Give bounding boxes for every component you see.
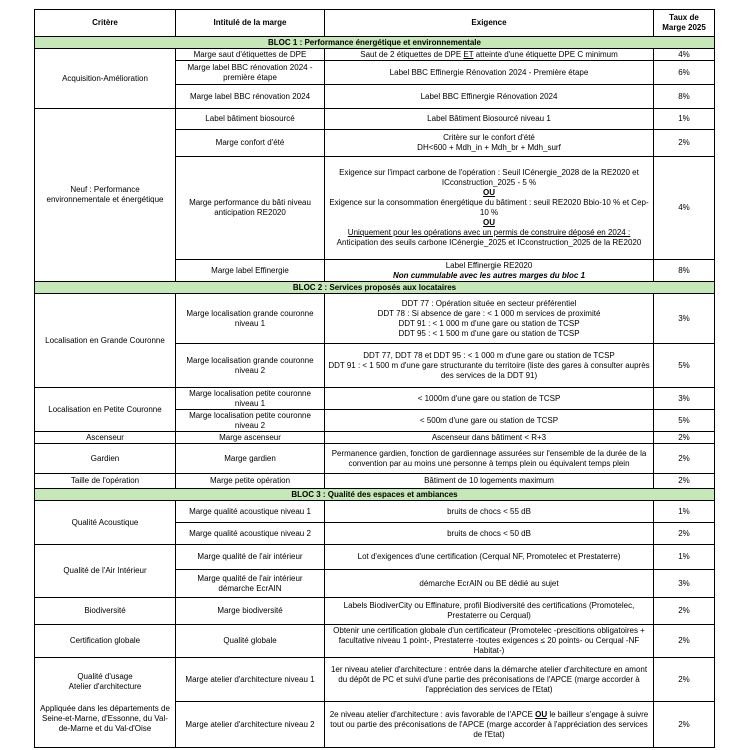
critere-cell (35, 658, 176, 748)
table-row (35, 501, 715, 523)
critere-cell: Gardien (35, 444, 176, 474)
exigence-line: Critère sur le confort d'été (443, 133, 535, 142)
critere-cell: Qualité Acoustique (35, 501, 176, 545)
taux-cell: 8% (654, 260, 715, 282)
bloc-row (35, 282, 715, 294)
exigence-line: Exigence sur la consommation énergétique du bâtiment : seuil RE2020 Bbio-10 % et Cep-10 % (329, 198, 649, 217)
intitule-cell: Marge biodiversité (176, 598, 325, 625)
intitule-cell: Marge localisation petite couronne niveau 2 (176, 410, 325, 432)
table-row (35, 388, 715, 410)
exigence-et: ET (463, 49, 474, 59)
table-row (35, 432, 715, 444)
bloc-2-title: BLOC 2 : Services proposés aux locataires (35, 282, 715, 294)
exigence-line: DDT 95 : < 1 500 m d'une gare ou station de TCSP (398, 328, 580, 338)
taux-cell: 5% (654, 344, 715, 388)
exigence-line: DDT 78 : Si absence de gare : < 1 000 m services de proximité (377, 308, 601, 318)
taux-cell: 2% (654, 702, 715, 748)
margin-table-sheet (34, 9, 715, 748)
table-row (35, 474, 715, 489)
exigence-line: DDT 91 : < 1 000 m d'une gare ou station de TCSP (398, 318, 580, 328)
taux-cell: 2% (654, 130, 715, 157)
intitule-cell: Marge qualité de l'air intérieur (176, 545, 325, 570)
intitule-cell: Marge label BBC rénovation 2024 - première étape (176, 61, 325, 85)
exigence-text: Saut de 2 étiquettes de DPE (360, 49, 464, 59)
exigence-cell (325, 130, 654, 157)
critere-line: Atelier d'architecture (68, 681, 142, 691)
exigence-text: le bailleur s'engage à suivre tout ou partie des préconisations de l'APCE (marge accorder à l'appréciation des services de l'Etat) (330, 709, 649, 739)
intitule-cell: Marge atelier d'architecture niveau 2 (176, 702, 325, 748)
taux-cell: 4% (654, 157, 715, 260)
exigence-cell (325, 344, 654, 388)
intitule-cell: Marge gardien (176, 444, 325, 474)
taux-cell: 2% (654, 658, 715, 702)
ou-separator: OU (483, 188, 495, 197)
intitule-cell: Marge label BBC rénovation 2024 (176, 85, 325, 109)
critere-cell: Qualité de l'Air Intérieur (35, 545, 176, 598)
intitule-cell: Marge ascenseur (176, 432, 325, 444)
header-intitule: Intitulé de la marge (176, 10, 325, 37)
exigence-cell: Lot d'exigences d'une certification (Cerqual NF, Promotelec et Prestaterre) (325, 545, 654, 570)
table-row (35, 545, 715, 570)
taux-cell: 2% (654, 432, 715, 444)
exigence-cell: Bâtiment de 10 logements maximum (325, 474, 654, 489)
exigence-cell: < 1000m d'une gare ou station de TCSP (325, 388, 654, 410)
intitule-cell: Marge qualité de l'air intérieur démarche EcrAIN (176, 570, 325, 598)
intitule-cell: Qualité globale (176, 625, 325, 658)
header-row (35, 10, 715, 37)
critere-cell: Ascenseur (35, 432, 176, 444)
bloc-row (35, 489, 715, 501)
exigence-cell: démarche EcrAIN ou BE dédié au sujet (325, 570, 654, 598)
intitule-cell: Marge qualité acoustique niveau 1 (176, 501, 325, 523)
ou-separator: OU (535, 709, 548, 719)
exigence-cell: Labels BiodiverCity ou Effinature, profil Biodiversité des certifications (Promotelec, Prestaterre ou Cerqual) (325, 598, 654, 625)
intitule-cell: Marge saut d'étiquettes de DPE (176, 49, 325, 61)
taux-cell: 3% (654, 388, 715, 410)
critere-cell: Neuf : Performance environnementale et énergétique (35, 109, 176, 282)
table-row (35, 444, 715, 474)
taux-cell: 2% (654, 598, 715, 625)
intitule-cell: Marge performance du bâti niveau anticipation RE2020 (176, 157, 325, 260)
intitule-cell: Marge localisation grande couronne niveau 2 (176, 344, 325, 388)
intitule-cell: Marge qualité acoustique niveau 2 (176, 523, 325, 545)
taux-cell: 1% (654, 501, 715, 523)
exigence-cell (325, 702, 654, 748)
bloc-3-title: BLOC 3 : Qualité des espaces et ambiances (35, 489, 715, 501)
exigence-line: DDT 77, DDT 78 et DDT 95 : < 1 000 m d'une gare ou station de TCSP (363, 350, 615, 360)
critere-line: Qualité d'usage (77, 671, 133, 681)
exigence-line: DDT 91 : < 1 500 m d'une gare structurante du territoire (liste des gares à consulter auprès des services de la DDT 91) (328, 360, 650, 380)
exigence-cell: bruits de chocs < 50 dB (325, 523, 654, 545)
taux-cell: 1% (654, 109, 715, 130)
critere-cell: Biodiversité (35, 598, 176, 625)
intitule-cell: Marge petite opération (176, 474, 325, 489)
taux-cell: 6% (654, 61, 715, 85)
exigence-line: DDT 77 : Opération située en secteur préférentiel (401, 298, 577, 308)
intitule-cell: Marge confort d'été (176, 130, 325, 157)
exigence-line: Label Effinergie RE2020 (445, 260, 533, 270)
table-row (35, 109, 715, 130)
exigence-note: Non cummulable avec les autres marges du bloc 1 (392, 270, 586, 280)
table-row (35, 294, 715, 344)
taux-cell: 4% (654, 49, 715, 61)
exigence-cell: 1er niveau atelier d'architecture : entrée dans la démarche atelier d'architecture en amont du dépôt de PC et suivi d'une partie des préconisations de l'APCE (marge accorder à l'appréciation des services de l'Etat) (325, 658, 654, 702)
taux-cell: 3% (654, 570, 715, 598)
intitule-cell: Label bâtiment biosourcé (176, 109, 325, 130)
critere-line: Appliquée dans les départements de Seine-et-Marne, d'Essonne, du Val-de-Marne et du Val-d'Oise (40, 703, 170, 733)
table-row (35, 49, 715, 61)
header-critere: Critère (35, 10, 176, 37)
exigence-text: 2e niveau atelier d'architecture : avis favorable de l'APCE (329, 709, 536, 719)
intitule-cell: Marge localisation petite couronne niveau 1 (176, 388, 325, 410)
intitule-cell: Marge label Effinergie (176, 260, 325, 282)
critere-cell: Localisation en Petite Couronne (35, 388, 176, 432)
header-exigence: Exigence (325, 10, 654, 37)
taux-cell: 3% (654, 294, 715, 344)
header-taux: Taux de Marge 2025 (654, 10, 715, 37)
exigence-cell (325, 294, 654, 344)
critere-cell: Certification globale (35, 625, 176, 658)
exigence-line: Exigence sur l'impact carbone de l'opération : Seuil ICénergie_2028 de la RE2020 et ICconstruction_2025 - 5 % (339, 168, 639, 187)
taux-cell: 2% (654, 444, 715, 474)
intitule-cell: Marge localisation grande couronne niveau 1 (176, 294, 325, 344)
bloc-row (35, 37, 715, 49)
exigence-cell: < 500m d'une gare ou station de TCSP (325, 410, 654, 432)
intitule-cell: Marge atelier d'architecture niveau 1 (176, 658, 325, 702)
exigence-line: Anticipation des seuils carbone ICénergie_2025 et ICconstruction_2025 de la RE2020 (336, 238, 642, 247)
exigence-cell (325, 49, 654, 61)
taux-cell: 2% (654, 625, 715, 658)
exigence-cell: Label BBC Effinergie Rénovation 2024 - Première étape (325, 61, 654, 85)
margin-criteria-table (34, 9, 715, 748)
taux-cell: 2% (654, 523, 715, 545)
exigence-cell (325, 260, 654, 282)
bloc-1-title: BLOC 1 : Performance énergétique et environnementale (35, 37, 715, 49)
critere-cell: Acquisition-Amélioration (35, 49, 176, 109)
taux-cell: 8% (654, 85, 715, 109)
ou-separator: OU (483, 218, 495, 227)
table-row (35, 625, 715, 658)
exigence-text: atteinte d'une étiquette DPE C minimum (473, 49, 618, 59)
taux-cell: 5% (654, 410, 715, 432)
exigence-line: Uniquement pour les opérations avec un permis de construire déposé en 2024 : (347, 228, 631, 237)
exigence-cell: Permanence gardien, fonction de gardiennage assurées sur l'ensemble de la durée de la convention par au moins une personne à temps plein ou équivalent temps plein (325, 444, 654, 474)
taux-cell: 1% (654, 545, 715, 570)
exigence-cell: Obtenir une certification globale d'un certificateur (Promotelec -prescitions obligatoires + facultative niveau 1 point-, Prestaterre -toutes exigences ≤ 20 points- ou Cerqual -NF Habitat-) (325, 625, 654, 658)
critere-cell: Localisation en Grande Couronne (35, 294, 176, 388)
exigence-line: DH<600 + Mdh_in + Mdh_br + Mdh_surf (417, 143, 561, 152)
table-row (35, 598, 715, 625)
taux-cell: 2% (654, 474, 715, 489)
exigence-cell: bruits de chocs < 55 dB (325, 501, 654, 523)
critere-cell: Taille de l'opération (35, 474, 176, 489)
exigence-cell: Label Bâtiment Biosourcé niveau 1 (325, 109, 654, 130)
exigence-cell (325, 157, 654, 260)
table-row (35, 658, 715, 702)
exigence-cell: Ascenseur dans bâtiment < R+3 (325, 432, 654, 444)
exigence-cell: Label BBC Effinergie Rénovation 2024 (325, 85, 654, 109)
